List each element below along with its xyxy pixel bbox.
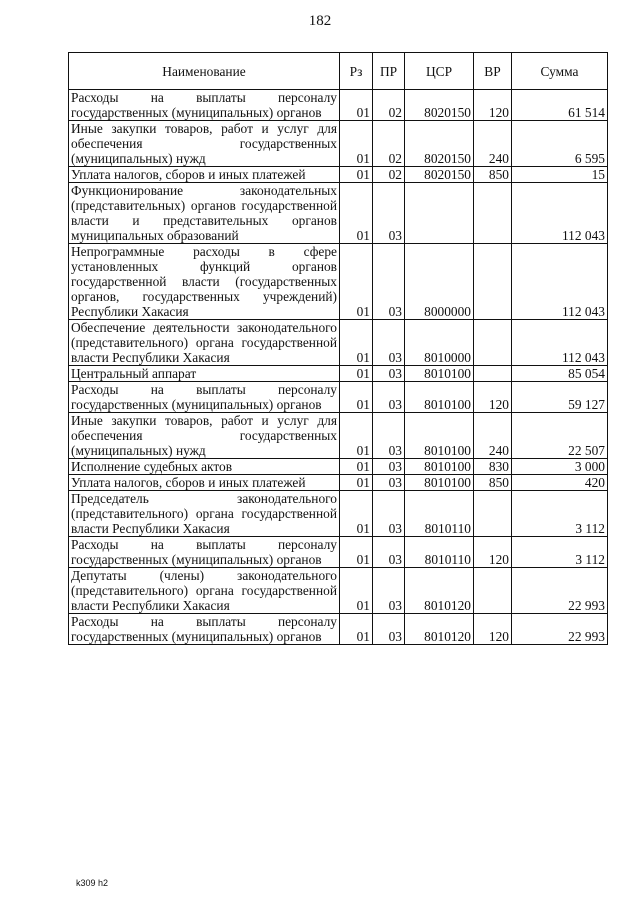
cell-vr <box>474 568 512 614</box>
cell-vr: 850 <box>474 475 512 491</box>
header-vr: ВР <box>474 53 512 90</box>
cell-rz: 01 <box>340 475 373 491</box>
cell-pr: 03 <box>373 475 405 491</box>
cell-name: Расходы на выплаты персоналу государственных (муниципальных) органов <box>69 614 340 645</box>
table-body <box>69 90 608 645</box>
table-row <box>69 614 608 645</box>
cell-sum: 22 993 <box>512 568 608 614</box>
cell-vr: 850 <box>474 167 512 183</box>
cell-name: Расходы на выплаты персоналу государственных (муниципальных) органов <box>69 382 340 413</box>
cell-vr: 120 <box>474 537 512 568</box>
table-row <box>69 537 608 568</box>
cell-name: Депутаты (члены) законодательного (представительного) органа государственной власти Республики Хакасия <box>69 568 340 614</box>
cell-csr: 8020150 <box>405 90 474 121</box>
header-csr: ЦСР <box>405 53 474 90</box>
cell-csr: 8010110 <box>405 491 474 537</box>
table-row <box>69 491 608 537</box>
cell-rz: 01 <box>340 614 373 645</box>
cell-pr: 03 <box>373 568 405 614</box>
header-pr: ПР <box>373 53 405 90</box>
cell-name: Уплата налогов, сборов и иных платежей <box>69 475 340 491</box>
cell-name: Расходы на выплаты персоналу государственных (муниципальных) органов <box>69 90 340 121</box>
cell-rz: 01 <box>340 320 373 366</box>
cell-csr: 8010110 <box>405 537 474 568</box>
cell-rz: 01 <box>340 491 373 537</box>
cell-csr: 8010100 <box>405 475 474 491</box>
cell-name: Уплата налогов, сборов и иных платежей <box>69 167 340 183</box>
cell-sum: 3 112 <box>512 491 608 537</box>
cell-rz: 01 <box>340 167 373 183</box>
cell-csr <box>405 183 474 244</box>
cell-sum: 61 514 <box>512 90 608 121</box>
cell-vr: 240 <box>474 413 512 459</box>
cell-name: Центральный аппарат <box>69 366 340 382</box>
cell-rz: 01 <box>340 568 373 614</box>
table-row <box>69 244 608 320</box>
cell-pr: 03 <box>373 320 405 366</box>
cell-sum: 112 043 <box>512 244 608 320</box>
cell-pr: 03 <box>373 366 405 382</box>
cell-sum: 15 <box>512 167 608 183</box>
cell-pr: 03 <box>373 413 405 459</box>
table-row <box>69 459 608 475</box>
cell-pr: 03 <box>373 382 405 413</box>
cell-name: Функционирование законодательных (представительных) органов государственной власти и представительных органов муниципальных образований <box>69 183 340 244</box>
cell-csr: 8010000 <box>405 320 474 366</box>
table-row <box>69 183 608 244</box>
cell-name: Обеспечение деятельности законодательного (представительного) органа государственной власти Республики Хакасия <box>69 320 340 366</box>
cell-name: Расходы на выплаты персоналу государственных (муниципальных) органов <box>69 537 340 568</box>
cell-rz: 01 <box>340 382 373 413</box>
cell-vr: 830 <box>474 459 512 475</box>
cell-pr: 03 <box>373 614 405 645</box>
cell-rz: 01 <box>340 183 373 244</box>
cell-pr: 03 <box>373 459 405 475</box>
cell-name: Председатель законодательного (представительного) органа государственной власти Республики Хакасия <box>69 491 340 537</box>
cell-csr: 8000000 <box>405 244 474 320</box>
cell-vr <box>474 366 512 382</box>
cell-rz: 01 <box>340 244 373 320</box>
cell-sum: 6 595 <box>512 121 608 167</box>
cell-csr: 8010120 <box>405 568 474 614</box>
table-row <box>69 320 608 366</box>
cell-name: Иные закупки товаров, работ и услуг для обеспечения государственных (муниципальных) нужд <box>69 121 340 167</box>
cell-vr: 120 <box>474 90 512 121</box>
cell-rz: 01 <box>340 366 373 382</box>
footer-code: k309 h2 <box>76 878 109 888</box>
cell-sum: 420 <box>512 475 608 491</box>
table-row <box>69 121 608 167</box>
table-row <box>69 568 608 614</box>
cell-sum: 3 112 <box>512 537 608 568</box>
cell-rz: 01 <box>340 459 373 475</box>
cell-vr <box>474 183 512 244</box>
header-rz: Рз <box>340 53 373 90</box>
table-row <box>69 413 608 459</box>
cell-rz: 01 <box>340 121 373 167</box>
budget-table <box>68 52 608 645</box>
cell-pr: 02 <box>373 167 405 183</box>
page-number: 182 <box>308 13 332 29</box>
table-row <box>69 167 608 183</box>
cell-rz: 01 <box>340 537 373 568</box>
cell-csr: 8010100 <box>405 366 474 382</box>
cell-sum: 112 043 <box>512 320 608 366</box>
cell-vr: 240 <box>474 121 512 167</box>
cell-csr: 8010120 <box>405 614 474 645</box>
cell-sum: 85 054 <box>512 366 608 382</box>
table-row <box>69 382 608 413</box>
cell-name: Исполнение судебных актов <box>69 459 340 475</box>
cell-name: Непрограммные расходы в сфере установленных функций органов государственной власти (государственных органов, государственных учреждений) Республики Хакасия <box>69 244 340 320</box>
cell-sum: 22 507 <box>512 413 608 459</box>
cell-pr: 03 <box>373 244 405 320</box>
table-header-row <box>69 53 608 90</box>
cell-vr <box>474 244 512 320</box>
cell-name: Иные закупки товаров, работ и услуг для обеспечения государственных (муниципальных) нужд <box>69 413 340 459</box>
cell-vr <box>474 491 512 537</box>
cell-sum: 3 000 <box>512 459 608 475</box>
cell-vr: 120 <box>474 382 512 413</box>
cell-csr: 8020150 <box>405 167 474 183</box>
header-name: Наименование <box>69 53 340 90</box>
cell-pr: 03 <box>373 537 405 568</box>
cell-rz: 01 <box>340 90 373 121</box>
cell-sum: 112 043 <box>512 183 608 244</box>
table-row <box>69 90 608 121</box>
cell-csr: 8020150 <box>405 121 474 167</box>
cell-csr: 8010100 <box>405 382 474 413</box>
table-row <box>69 366 608 382</box>
cell-vr <box>474 320 512 366</box>
cell-pr: 02 <box>373 121 405 167</box>
cell-csr: 8010100 <box>405 413 474 459</box>
cell-pr: 03 <box>373 491 405 537</box>
cell-sum: 22 993 <box>512 614 608 645</box>
cell-pr: 03 <box>373 183 405 244</box>
table-row <box>69 475 608 491</box>
cell-sum: 59 127 <box>512 382 608 413</box>
cell-csr: 8010100 <box>405 459 474 475</box>
cell-vr: 120 <box>474 614 512 645</box>
cell-pr: 02 <box>373 90 405 121</box>
cell-rz: 01 <box>340 413 373 459</box>
header-sum: Сумма <box>512 53 608 90</box>
